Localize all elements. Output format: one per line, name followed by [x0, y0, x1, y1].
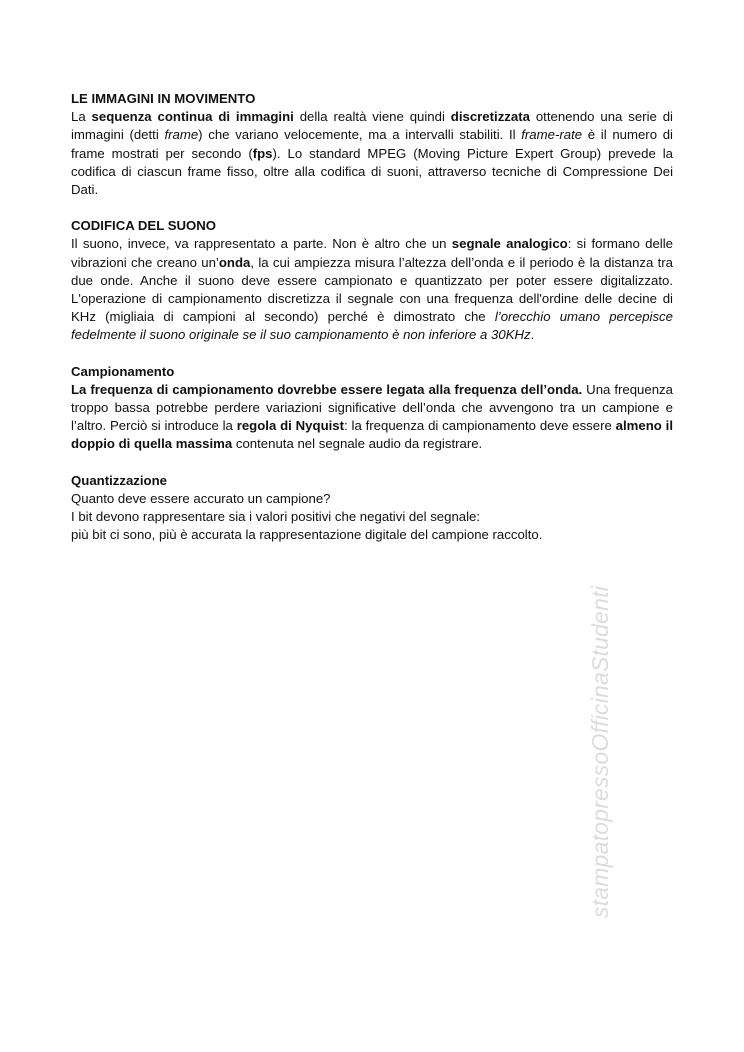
text-run: : si formano delle vibrazioni che creano un’: [71, 236, 673, 270]
text-run: più bit ci sono, più è accurata la rappresentazione digitale del campione raccolto.: [71, 527, 543, 543]
italic-text: frame: [164, 127, 199, 143]
text-run: ) che variano velocemente, ma a intervalli stabiliti. Il: [198, 127, 522, 143]
text-run: .: [530, 327, 535, 343]
text-run: Quanto deve essere accurato un campione?: [71, 490, 331, 506]
section-heading: CODIFICA DEL SUONO: [71, 218, 217, 234]
text-run: : la frequenza di campionamento deve essere: [344, 418, 616, 434]
bold-text: sequenza continua di immagini: [91, 109, 294, 125]
text-run: è il numero di frame mostrati per secondo (: [71, 127, 673, 161]
italic-text: l’orecchio umano percepisce fedelmente il suono originale se il suo campionamento è non inferiore a 30KHz: [71, 309, 673, 343]
bold-text: onda: [218, 254, 251, 270]
section-campionamento: [71, 363, 673, 454]
section-immagini-movimento: [71, 90, 673, 199]
text-run: della realtà viene quindi: [293, 109, 451, 125]
bold-text: almeno il doppio di quella massima: [71, 418, 673, 452]
document-body: [71, 90, 673, 562]
bold-text: discretizzata: [450, 109, 530, 125]
section-paragraph: [71, 108, 673, 199]
text-run: contenuta nel segnale audio da registrare.: [232, 436, 483, 452]
bold-text: segnale analogico: [451, 236, 568, 252]
section-paragraph: [71, 235, 673, 344]
text-run: I bit devono rappresentare sia i valori positivi che negativi del segnale:: [71, 509, 481, 525]
section-heading: Campionamento: [71, 363, 175, 379]
bold-text: regola di Nyquist: [236, 418, 345, 434]
bold-text: La frequenza di campionamento dovrebbe essere legata alla frequenza dell’onda.: [71, 381, 583, 397]
text-run: Una frequenza troppo bassa potrebbe perdere variazioni significative dell’onda che avvengono tra un campione e l’altro. Perciò si introduce la: [71, 381, 673, 434]
text-run: ottenendo una serie di immagini (detti: [71, 109, 673, 143]
text-run: ). Lo standard MPEG (Moving Picture Expert Group) prevede la codifica di ciascun frame fisso, oltre alla codifica di suoni, attraverso tecniche di Compressione Dei Dati.: [71, 145, 673, 198]
text-run: , la cui ampiezza misura l’altezza dell’onda e il periodo è la distanza tra due onde. Anche il suono deve essere campionato e quantizzato per poter essere digitalizzato. L'operazione di campionamento discretizza il segnale con una frequenza dell'ordine delle decine di KHz (migliaia di campioni al secondo) perché è dimostrato che: [71, 254, 673, 325]
section-paragraph: [71, 490, 673, 545]
bold-text: fps: [252, 145, 273, 161]
section-heading: LE IMMAGINI IN MOVIMENTO: [71, 91, 256, 106]
section-codifica-suono: [71, 217, 673, 344]
italic-text: frame-rate: [521, 127, 583, 143]
watermark: stampatopressoOfficinaStudenti: [587, 585, 613, 918]
text-run: La: [71, 109, 92, 125]
section-paragraph: [71, 381, 673, 454]
section-heading: Quantizzazione: [71, 472, 167, 488]
section-quantizzazione: [71, 472, 673, 545]
text-run: Il suono, invece, va rappresentato a parte. Non è altro che un: [71, 236, 452, 252]
